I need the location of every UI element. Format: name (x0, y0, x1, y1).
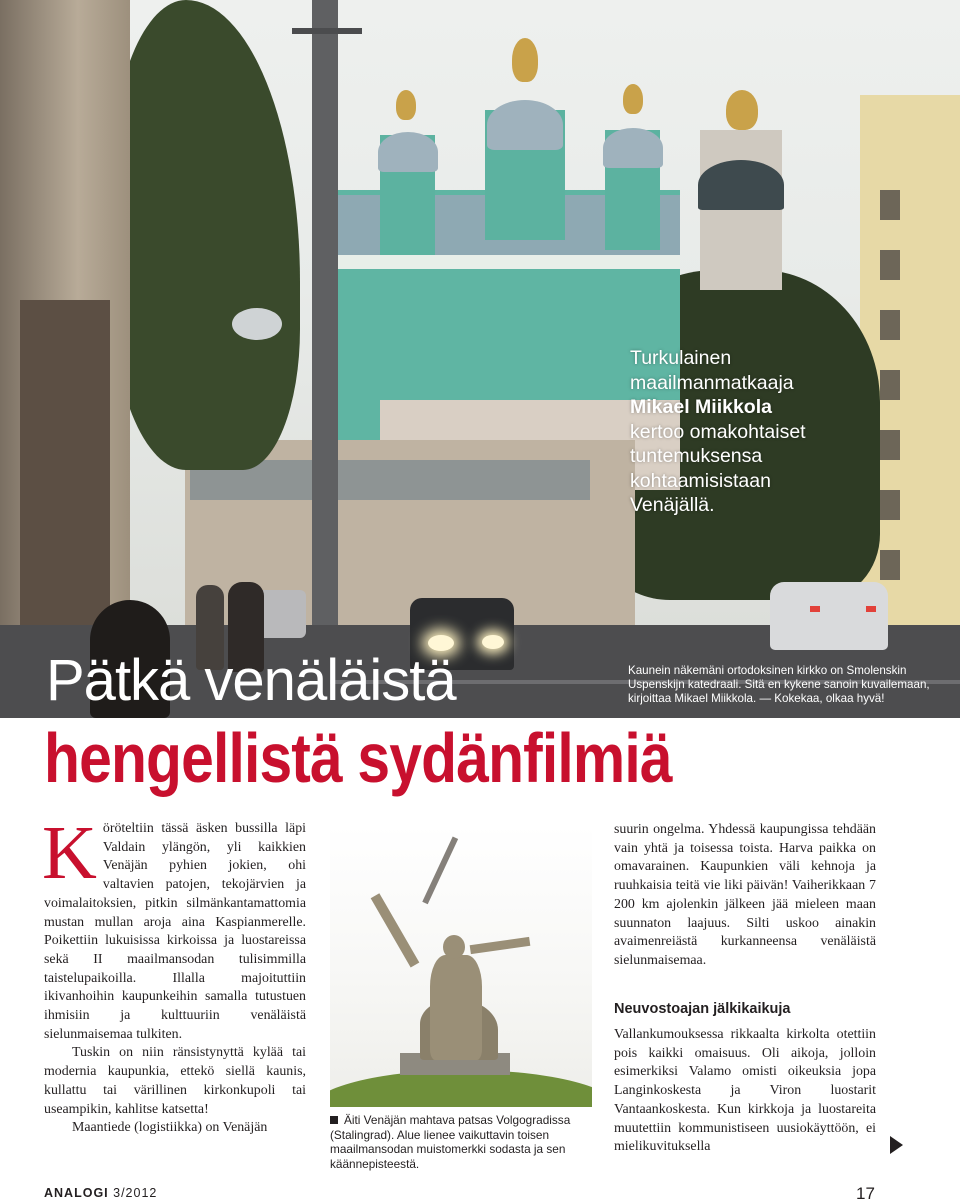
page-number: 17 (856, 1184, 875, 1203)
photo-car (258, 590, 306, 638)
footer-issue: 3/2012 (113, 1186, 158, 1200)
photo-cathedral-band (330, 255, 680, 269)
continue-arrow-icon (890, 1136, 903, 1154)
photo-trees-left (110, 0, 300, 470)
intro-text (630, 346, 850, 518)
statue-photo-arm (470, 937, 531, 954)
statue-photo-head (443, 935, 465, 959)
photo-dome-left (378, 132, 438, 172)
hero-caption-text: Kaunein näkemäni ortodoksinen kirkko on Smolenskin Uspenskijn katedraali. Sitä en kykene sanoin kuvailemaan, kirjoittaa Mikael Miikkola. (628, 664, 930, 705)
article-paragraph: suurin ongelma. Yhdessä kaupungissa tehdään vain yhtä ja toisessa toista. Harva paikka on omavarainen. Kaupunkien väli kehnoja ja ruuhkaisia teitä vie liki päivän! Vaiherikkaan 7 200 km ajolenkin jälkeen jää mieleen maan suunnaton laajuus. Silti uskoo ainakin avaimenreiästä kurkanneensa venäläistä sielunmaisemaa. (614, 822, 876, 968)
intro-line: tuntemuksensa (630, 445, 763, 467)
statue-photo-arm (371, 893, 420, 967)
statue-photo-hill (330, 1070, 592, 1107)
photo-building-right-windows (880, 160, 900, 580)
footer-magazine-name: ANALOGI (44, 1186, 109, 1200)
intro-line: kohtaamisistaan (630, 469, 771, 492)
photo-gold-cupola (396, 90, 416, 120)
photo-street-lamp (232, 308, 282, 340)
hero-photo-caption: Kaunein näkemäni ortodoksinen kirkko on Smolenskin Uspenskijn katedraali. Sitä en kykene sanoin kuvailemaan, kirjoittaa Mikael Miikkola. — Kokekaa, olkaa hyvä! (628, 664, 930, 705)
article-column-1 (42, 811, 306, 1138)
statue-photo-sword (422, 836, 458, 904)
article-paragraph: Vallankumouksessa rikkaalta kirkolta otettiin pois kaikki omaisuus. Oli aikoja, jolloin esimerkiksi Valamo omisti oikeuksia jopa Langinkoskesta ja Viron luostarit Vantaankoskesta. Kun kirkkoja ja luostareita muutettiin kommunistiseen uusiokäyttöön, ei mielikuvituksella (614, 1027, 876, 1155)
intro-line: maailmanmatkaaja (630, 371, 794, 394)
photo-gold-cupola (726, 90, 758, 130)
article-paragraph: Tuskin on niin ränsistynyttä kylää tai modernia kaupunkia, ettekö siellä kaunis, kullattu tai värillinen kirkonkupoli tai useampikin, kahlitse katsetta! (44, 1045, 306, 1117)
intro-line: kertoo omakohtaiset (630, 420, 806, 443)
photo-headlight (482, 635, 504, 649)
footer-magazine (44, 1186, 157, 1200)
article-column-3 (614, 821, 876, 971)
statue-photo (330, 825, 592, 1107)
intro-line: Venäjällä. (630, 494, 715, 516)
photo-gold-cupola (512, 38, 538, 82)
photo-gold-cupola (623, 84, 643, 114)
photo-dome-center (487, 100, 563, 150)
statue-photo-body (430, 955, 482, 1060)
photo-utility-pole-bar (292, 28, 362, 34)
photo-car (770, 582, 888, 650)
photo-taillight (866, 606, 876, 612)
caption-bullet-icon (330, 1116, 338, 1124)
drop-cap: K (42, 811, 97, 895)
photo-taillight (810, 606, 820, 612)
hero-caption-credit: Kokekaa, olkaa hyvä! (774, 692, 885, 705)
statue-photo-caption (330, 1113, 598, 1171)
intro-line: Turkulainen (630, 347, 732, 369)
photo-utility-pole (312, 0, 338, 718)
photo-belfry (700, 130, 782, 290)
headline-kicker: Pätkä venäläistä (46, 648, 456, 713)
photo-dome-right (603, 128, 663, 168)
headline-title: hengellistä sydänfilmiä (44, 719, 672, 797)
article-column-3-continued (614, 1026, 876, 1157)
statue-caption-text: Äiti Venäjän mahtava patsas Volgogradissa (Stalingrad). Alue lienee vaikuttavin toisen maailmansodan muistomerkki sodasta ja sen käännepisteestä. (330, 1113, 571, 1171)
article-text: öröteltiin tässä äsken bussilla läpi Valdain ylängön, yli kaikkien Venäjän pyhien jokien, ohi valtavien patojen, tekojärvien ja voimalaitoksien, pitkin silmänkantamattomia mustan mullan aroja aina Kaspianmerelle. Poikettiin lukuisissa kirkoissa ja luostareissa sekä II maailmansodan tulisimmilla taistelupaikoilla. Illalla majoituttiin ikivanhoihin kaupunkeihin samalla tutustuen ihmisiin ja kulttuuriin venäläistä sielunmaisemaa tulkiten. (44, 821, 306, 1042)
article-subheading: Neuvostoajan jälkikaikuja (614, 1001, 791, 1017)
article-paragraph (42, 811, 306, 1044)
photo-belfry-dome (698, 160, 784, 210)
article-paragraph: Maantiede (logistiikka) on Venäjän (72, 1120, 268, 1136)
intro-author: Mikael Miikkola (630, 396, 772, 418)
